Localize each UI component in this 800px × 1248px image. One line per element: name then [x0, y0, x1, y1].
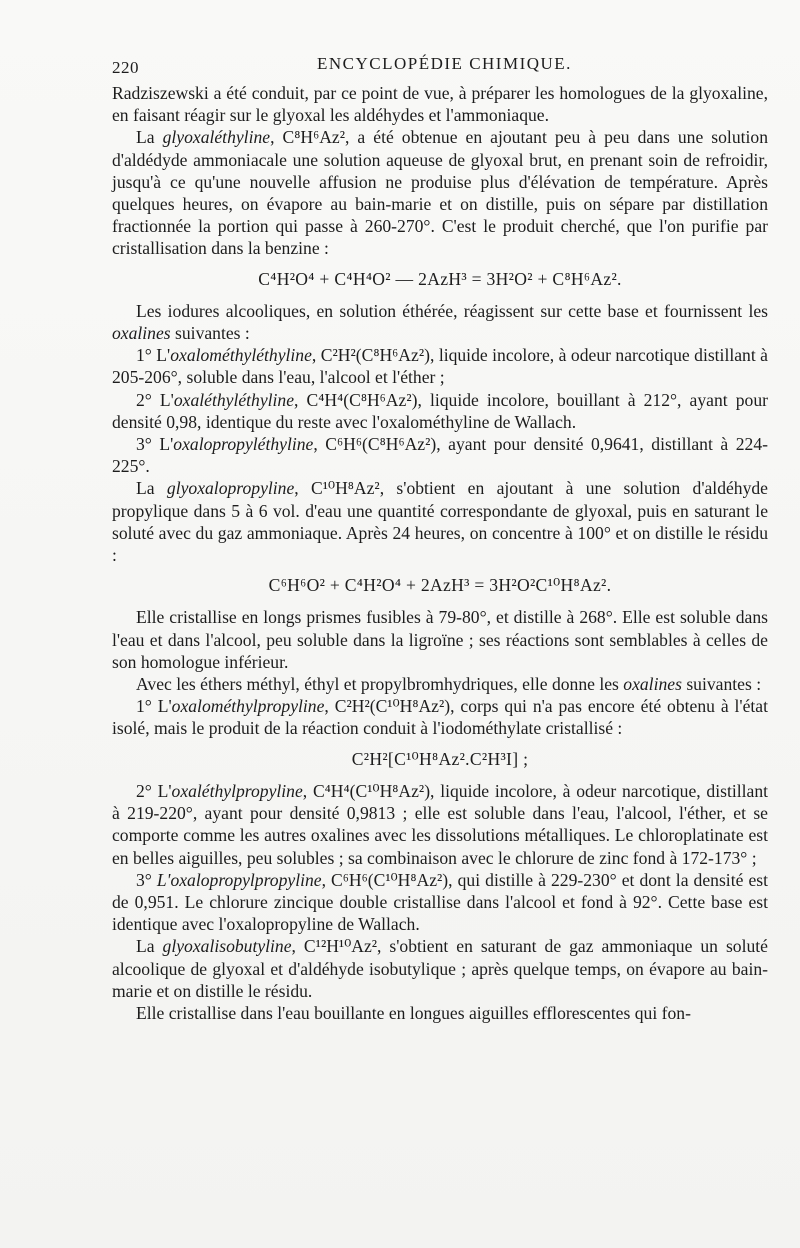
- page-body: [112, 82, 768, 1024]
- compound-name: oxalométhyléthyline: [170, 345, 312, 366]
- term: oxalines: [623, 674, 682, 695]
- paragraph: Les iodures alcooliques, en solution éthérée, réagissent sur cette base et fournissent les oxalines suivantes :: [112, 300, 768, 344]
- compound-name: oxalopropyléthyline: [173, 434, 314, 455]
- compound-name: oxaléthyléthyline: [173, 389, 295, 410]
- page-number: 220: [112, 58, 139, 77]
- paragraph: La glyoxalopropyline, C¹⁰H⁸Az², s'obtient en ajoutant à une solution d'aldéhyde propylique dans 5 à 6 vol. d'eau une quantité correspondante de glyoxal, puis en saturant le soluté avec du gaz ammoniaque. Après 24 heures, on concentre à 100° et on distille le résidu :: [112, 478, 768, 566]
- compound-name: oxalométhylpropyline: [171, 696, 325, 717]
- compound-name: glyoxalisobutyline: [162, 936, 292, 957]
- chemical-equation: C⁶H⁶O² + C⁴H²O⁴ + 2AzH³ = 3H²O²C¹⁰H⁸Az².: [268, 575, 612, 596]
- list-item: 1° L'oxalométhyléthyline, C²H²(C⁸H⁶Az²), liquide incolore, à odeur narcotique distillant à 205-206°, soluble dans l'eau, l'alcool et l'éther ;: [112, 345, 768, 388]
- paragraph: La glyoxalisobutyline, C¹²H¹⁰Az², s'obtient en saturant de gaz ammoniaque un soluté alcoolique de glyoxal et d'aldéhyde isobutylique ; après quelque temps, on évapore au bain-marie et on distille le résidu.: [112, 936, 768, 1001]
- list-item: 2° L'oxaléthylpropyline, C⁴H⁴(C¹⁰H⁸Az²), liquide incolore, à odeur narcotique, distillant à 219-220°, ayant pour densité 0,9813 ; elle est soluble dans l'eau, l'alcool, l'éther, et se comporte comme les autres oxalines avec les dissolutions métalliques. Le chloroplatinate est en belles aiguilles, peu solubles ; sa combinaison avec le chlorure de zinc fond à 172-173° ;: [112, 780, 768, 868]
- compound-name: oxaléthylpropyline: [171, 780, 303, 801]
- compound-name: glyoxalopropyline: [166, 478, 295, 499]
- chemical-formula: C²H²[C¹⁰H⁸Az².C²H³I] ;: [351, 748, 529, 769]
- paragraph: Avec les éthers méthyl, éthyl et propylbromhydriques, elle donne les oxalines suivantes :: [136, 674, 762, 695]
- page-header: [112, 50, 760, 80]
- compound-name: L'oxalopropylpropyline: [156, 869, 322, 890]
- compound-name: glyoxaléthyline: [162, 127, 271, 148]
- paragraph: Elle cristallise en longs prismes fusibles à 79-80°, et distille à 268°. Elle est soluble dans l'eau et dans l'alcool, peu soluble dans la ligroïne ; ses réactions sont semblables à celles de son homologue inférieur.: [112, 607, 768, 672]
- paragraph: Elle cristallise dans l'eau bouillante en longues aiguilles efflorescentes qui fon-: [136, 1002, 691, 1023]
- list-item: 3° L'oxalopropyléthyline, C⁶H⁶(C⁸H⁶Az²), ayant pour densité 0,9641, distillant à 224-225°.: [112, 434, 768, 477]
- running-title: ENCYCLOPÉDIE CHIMIQUE.: [317, 54, 572, 73]
- term: oxalines: [112, 323, 171, 344]
- paragraph: La glyoxaléthyline, C⁸H⁶Az², a été obtenue en ajoutant peu à peu dans une solution d'aldédyde ammoniacale une solution aqueuse de glyoxal brut, en prenant soin de refroidir, jusqu'à ce qu'une nouvelle affusion ne produise plus d'élévation de température. Après quelques heures, on évapore au bain-marie et on distille, puis on sépare par distillation fractionnée la portion qui passe à 260-270°. C'est le produit cherché, que l'on purifie par cristallisation dans la benzine :: [112, 127, 768, 259]
- paragraph: Radziszewski a été conduit, par ce point de vue, à préparer les homologues de la glyoxaline, en faisant réagir sur le glyoxal les aldéhydes et l'ammoniaque.: [112, 83, 768, 126]
- list-item: 1° L'oxalométhylpropyline, C²H²(C¹⁰H⁸Az²), corps qui n'a pas encore été obtenu à l'état isolé, mais le produit de la réaction conduit à l'iodométhylate cristallisé :: [112, 696, 768, 739]
- list-item: 2° L'oxaléthyléthyline, C⁴H⁴(C⁸H⁶Az²), liquide incolore, bouillant à 212°, ayant pour densité 0,98, identique du reste avec l'oxalométhyline de Wallach.: [112, 389, 768, 432]
- chemical-equation: C⁴H²O⁴ + C⁴H⁴O² — 2AzH³ = 3H²O² + C⁸H⁶Az².: [258, 268, 622, 289]
- list-item: 3° L'oxalopropylpropyline, C⁶H⁶(C¹⁰H⁸Az²), qui distille à 229-230° et dont la densité est de 0,951. Le chlorure zincique double cristallise dans l'alcool et fond à 92°. Cette base est identique avec l'oxalopropyline de Wallach.: [112, 869, 768, 935]
